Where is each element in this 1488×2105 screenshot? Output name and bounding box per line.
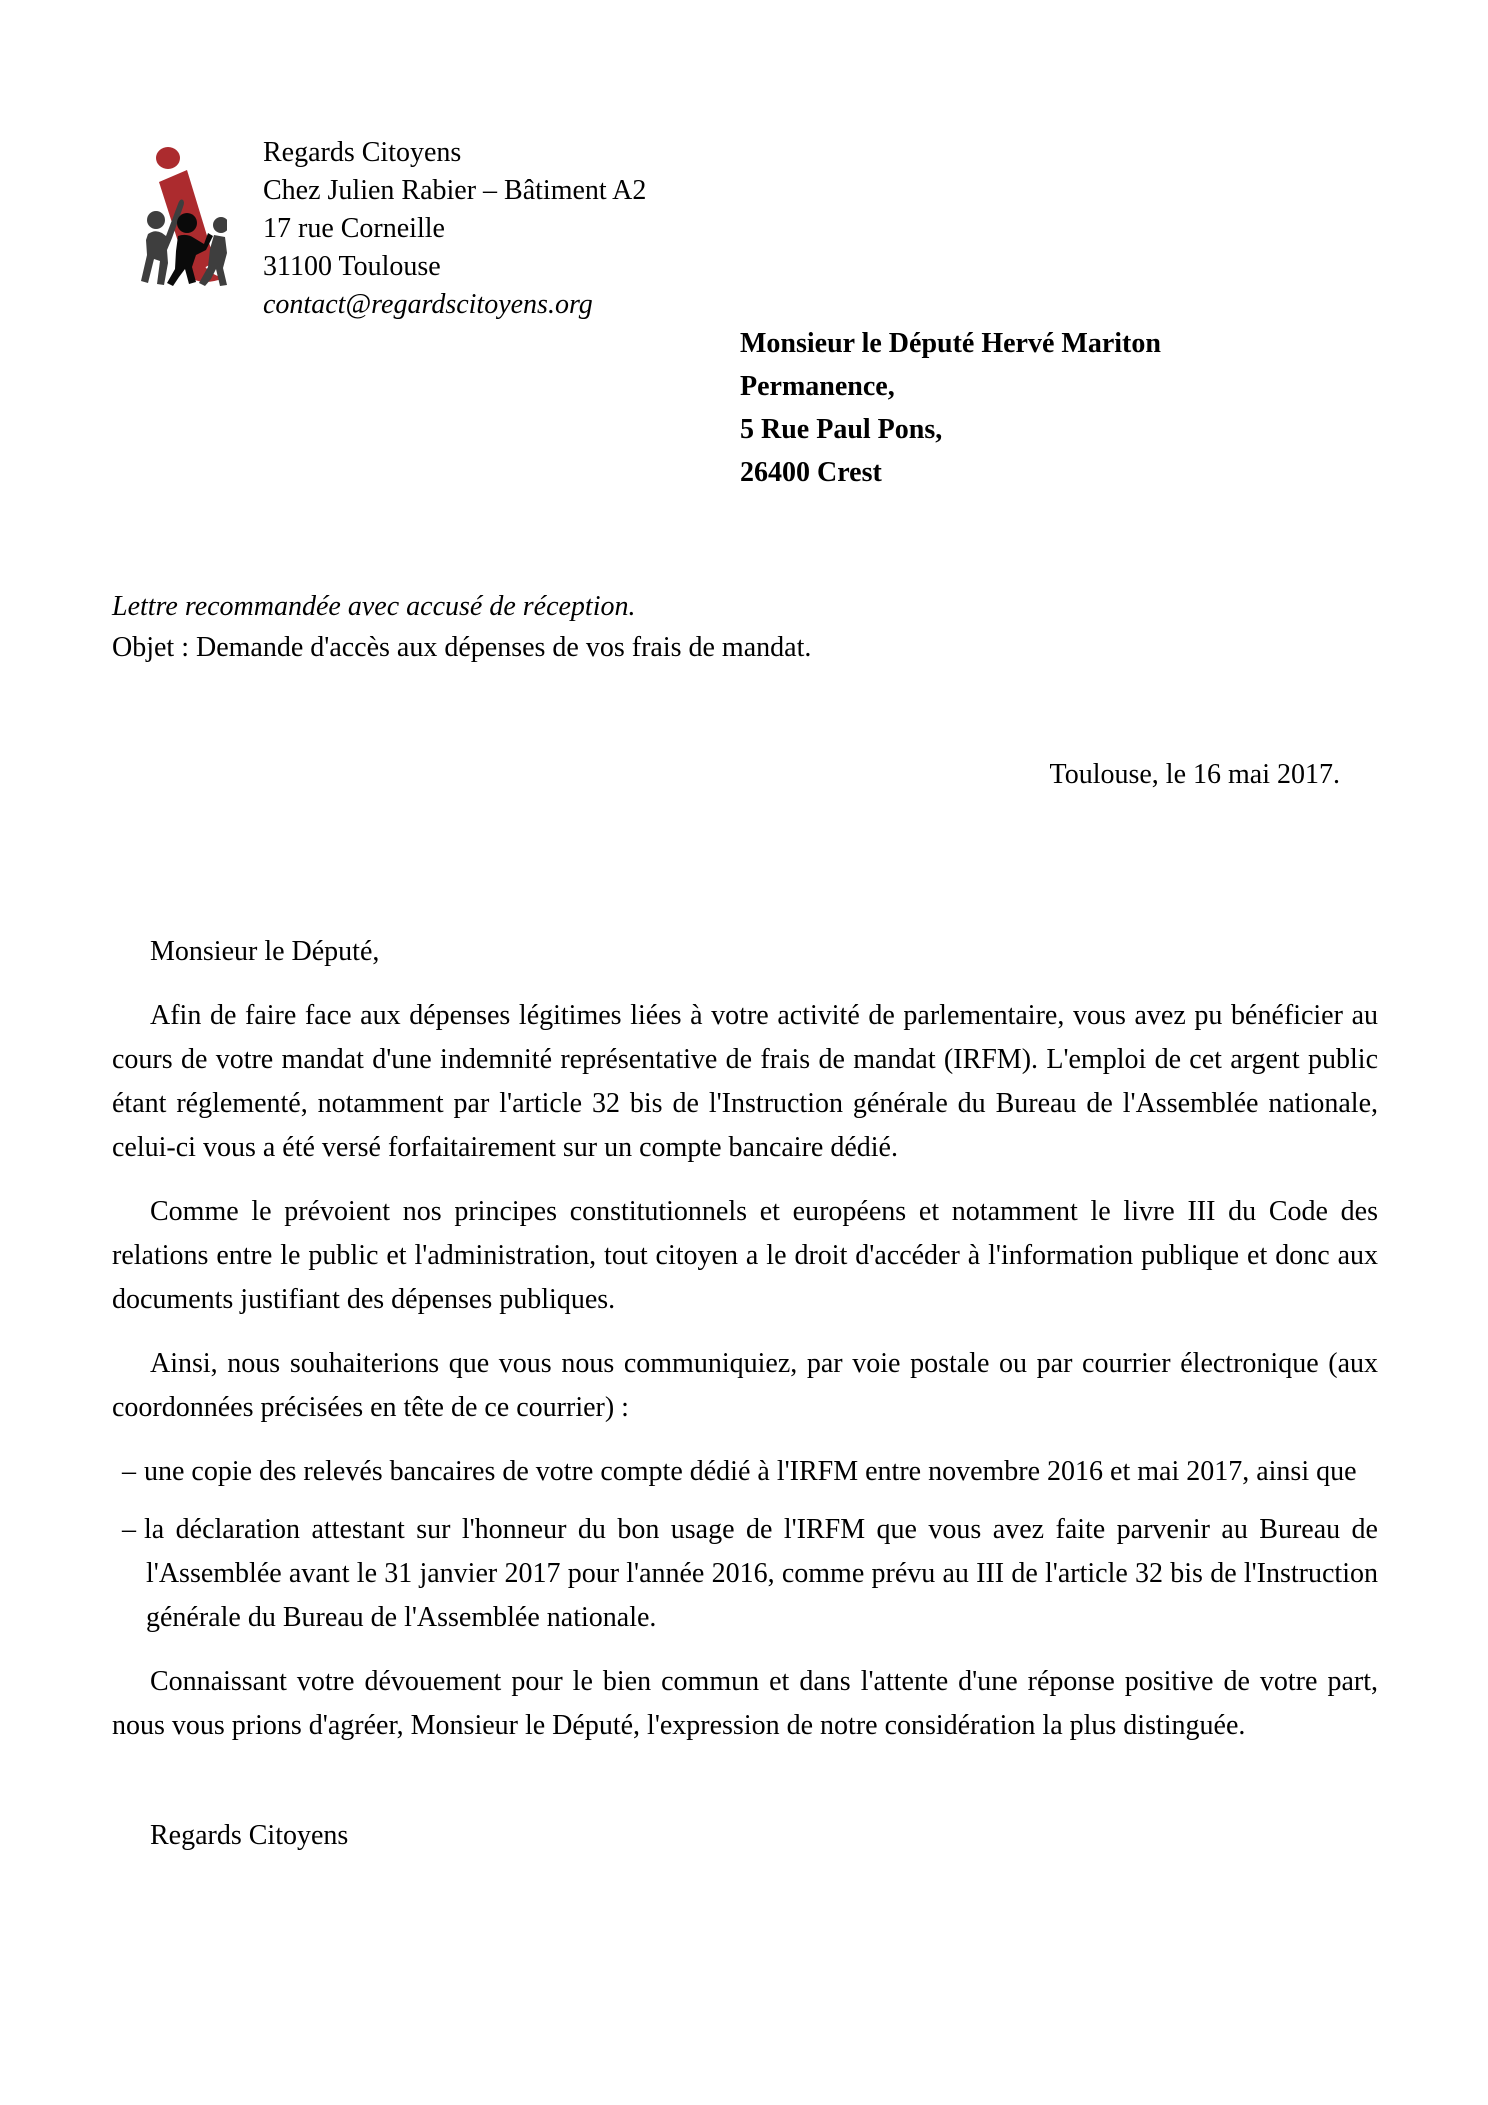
recipient-line: 5 Rue Paul Pons, <box>740 414 943 445</box>
subject-line: Objet : Demande d'accès aux dépenses de vos frais de mandat. <box>112 632 812 663</box>
sender-name: Regards Citoyens <box>263 137 462 168</box>
bullet-dash: – <box>122 1456 136 1487</box>
recipient-address-block <box>740 322 1161 494</box>
notice-block <box>112 586 811 668</box>
sender-line: 17 rue Corneille <box>263 213 445 244</box>
sender-line: 31100 Toulouse <box>263 251 441 282</box>
letter-body <box>112 930 1378 1858</box>
closing-paragraph: Connaissant votre dévouement pour le bien commun et dans l'attente d'une réponse positive de votre part, nous vous prions d'agréer, Monsieur le Député, l'expression de notre considération la plus distinguée. <box>112 1666 1378 1741</box>
list-item <box>122 1450 1378 1494</box>
dateline: Toulouse, le 16 mai 2017. <box>1049 759 1340 790</box>
request-list <box>122 1450 1378 1640</box>
regards-citoyens-logo <box>135 136 227 286</box>
registered-mail-notice: Lettre recommandée avec accusé de réception. <box>112 591 636 622</box>
body-paragraph: Comme le prévoient nos principes constitutionnels et européens et notamment le livre III du Code des relations entre le public et l'administration, tout citoyen a le droit d'accéder à l'information publique et donc aux documents justifiant des dépenses publiques. <box>112 1196 1378 1315</box>
recipient-name: Monsieur le Député Hervé Mariton <box>740 328 1161 359</box>
signature: Regards Citoyens <box>150 1820 349 1851</box>
list-item-text: la déclaration attestant sur l'honneur du bon usage de l'IRFM que vous avez faite parvenir au Bureau de l'Assemblée avant le 31 janvier 2017 pour l'année 2016, comme prévu au III de l'article 32 bis de l'Instruction générale du Bureau de l'Assemblée nationale. <box>144 1514 1378 1633</box>
salutation: Monsieur le Député, <box>150 936 380 967</box>
sender-address-block <box>263 134 646 324</box>
recipient-line: Permanence, <box>740 371 895 402</box>
list-item <box>122 1508 1378 1640</box>
sender-email: contact@regardscitoyens.org <box>263 289 593 320</box>
list-item-text: une copie des relevés bancaires de votre compte dédié à l'IRFM entre novembre 2016 et mai 2017, ainsi que <box>144 1456 1357 1487</box>
sender-line: Chez Julien Rabier – Bâtiment A2 <box>263 175 647 206</box>
body-paragraph: Afin de faire face aux dépenses légitimes liées à votre activité de parlementaire, vous avez pu bénéficier au cours de votre mandat d'une indemnité représentative de frais de mandat (IRFM). L'emploi de cet argent public étant réglementé, notamment par l'article 32 bis de l'Instruction générale du Bureau de l'Assemblée nationale, celui-ci vous a été versé forfaitairement sur un compte bancaire dédié. <box>112 1000 1378 1163</box>
recipient-line: 26400 Crest <box>740 457 882 488</box>
logo-i-dot <box>156 147 180 169</box>
body-paragraph: Ainsi, nous souhaiterions que vous nous communiquiez, par voie postale ou par courrier électronique (aux coordonnées précisées en tête de ce courrier) : <box>112 1348 1378 1423</box>
bullet-dash: – <box>122 1514 136 1545</box>
